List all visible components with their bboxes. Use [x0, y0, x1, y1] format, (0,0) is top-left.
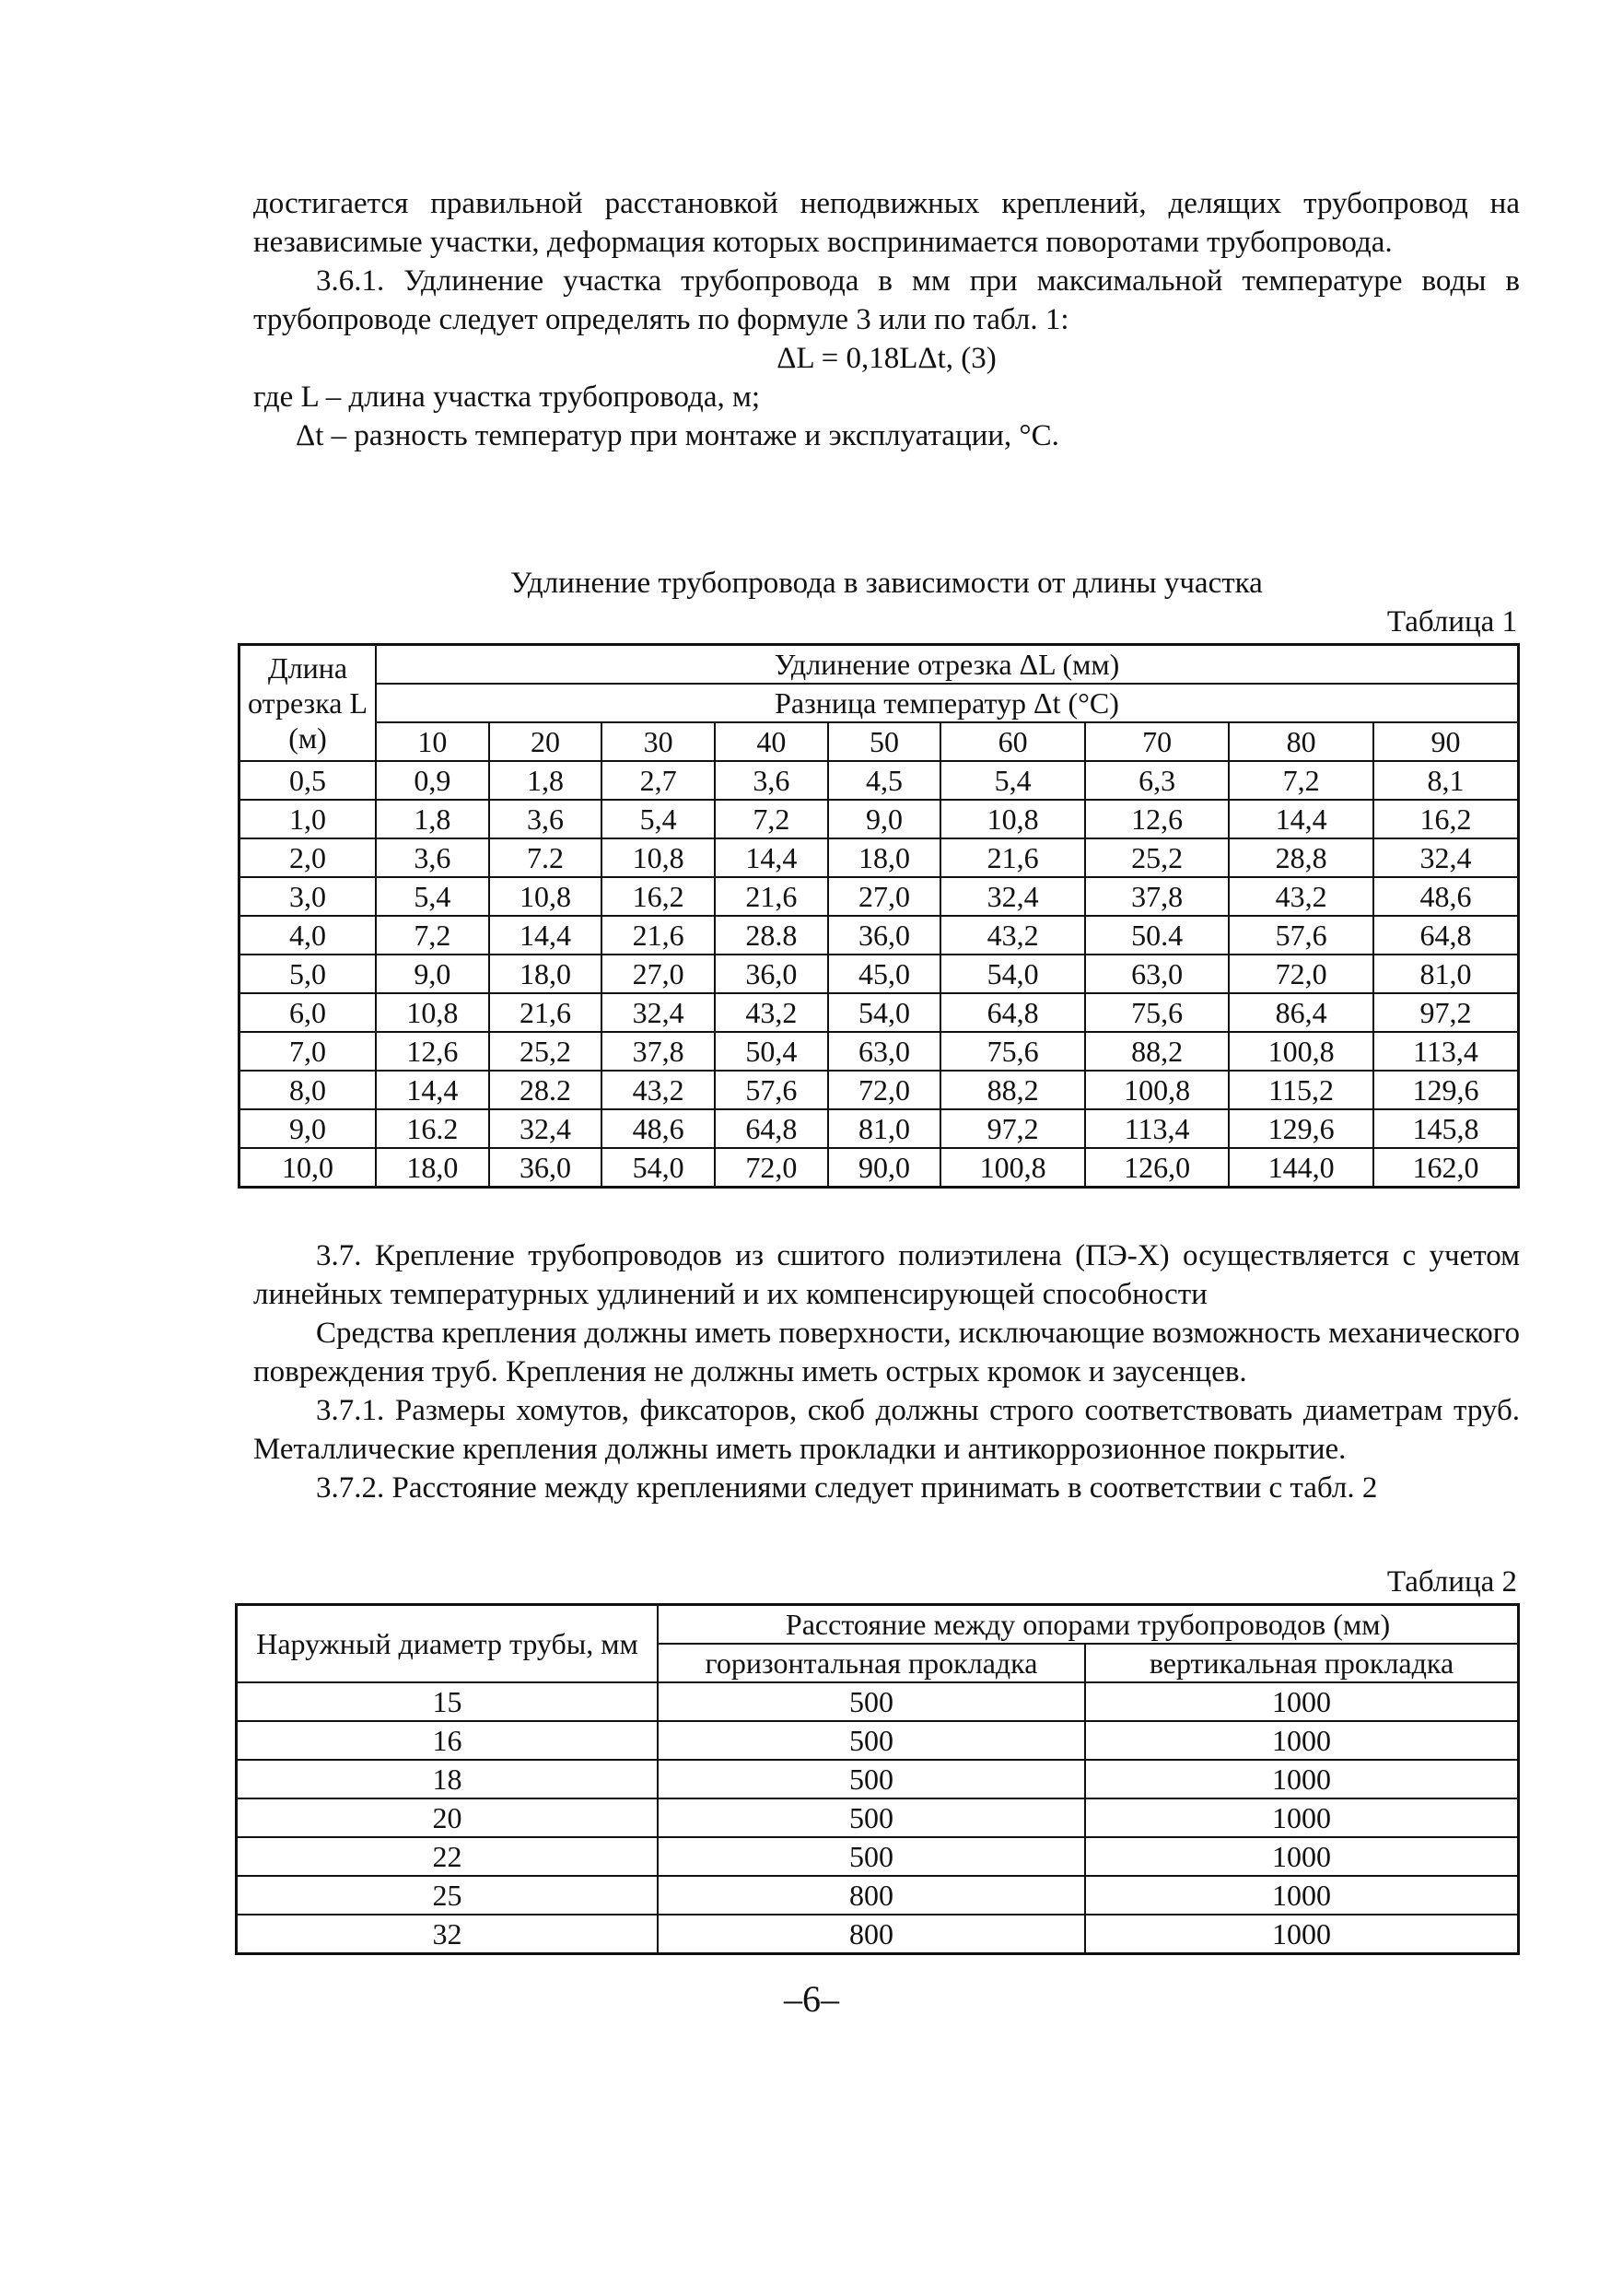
table1-value-cell: 28.8 [715, 916, 828, 955]
table1-value-cell: 5,4 [601, 800, 715, 838]
table1-temp-cell: 60 [940, 722, 1085, 761]
table-row [239, 761, 1519, 800]
table1-value-cell: 28.2 [489, 1071, 602, 1109]
table1-value-cell: 75,6 [940, 1032, 1085, 1071]
table1-length-cell: 4,0 [239, 916, 377, 955]
table1-value-cell: 2,7 [601, 761, 715, 800]
table1-length-cell: 3,0 [239, 877, 377, 916]
table1-value-cell: 48,6 [1373, 877, 1519, 916]
table1-value-cell: 90,0 [828, 1148, 941, 1188]
table1-value-cell: 12,6 [1085, 800, 1230, 838]
table1-value-cell: 72,0 [828, 1071, 941, 1109]
table2-vertical-cell: 1000 [1085, 1721, 1519, 1760]
table1-value-cell: 75,6 [1085, 993, 1230, 1032]
formula-3: ΔL = 0,18LΔt, (3) [776, 342, 997, 375]
table2-diameter-cell: 32 [237, 1915, 659, 1954]
table-row [237, 1682, 1519, 1721]
table2-vertical-cell: 1000 [1085, 1760, 1519, 1798]
table2-label: Таблица 2 [1386, 1565, 1517, 1599]
table1-value-cell: 18,0 [828, 838, 941, 877]
table1-value-cell: 8,1 [1373, 761, 1519, 800]
table1-value-cell: 43,2 [1229, 877, 1373, 916]
table1-value-cell: 72,0 [715, 1148, 828, 1188]
table2-horizontal-header: горизонтальная прокладка [658, 1644, 1085, 1682]
table1-length-cell: 5,0 [239, 955, 377, 993]
table1-value-cell: 144,0 [1229, 1148, 1373, 1188]
table1-value-cell: 32,4 [601, 993, 715, 1032]
table1-value-cell: 64,8 [715, 1109, 828, 1148]
table1-value-cell: 14,4 [489, 916, 602, 955]
table2-horizontal-cell: 500 [658, 1721, 1085, 1760]
table1-temps-row [239, 722, 1519, 761]
table1-value-cell: 16.2 [376, 1109, 489, 1148]
table1-value-cell: 7,2 [715, 800, 828, 838]
table1-temp-cell: 30 [601, 722, 715, 761]
table1-value-cell: 7.2 [489, 838, 602, 877]
table1-value-cell: 21,6 [715, 877, 828, 916]
table1-value-cell: 113,4 [1085, 1109, 1230, 1148]
table1-value-cell: 32,4 [489, 1109, 602, 1148]
table1-value-cell: 100,8 [1085, 1071, 1230, 1109]
table1-value-cell: 81,0 [828, 1109, 941, 1148]
table1-value-cell: 36,0 [828, 916, 941, 955]
table2-horizontal-cell: 800 [658, 1876, 1085, 1915]
table1-value-cell: 36,0 [715, 955, 828, 993]
table1-value-cell: 27,0 [601, 955, 715, 993]
table2-diameter-cell: 18 [237, 1760, 659, 1798]
table1-value-cell: 50,4 [715, 1032, 828, 1071]
table2-diameter-cell: 16 [237, 1721, 659, 1760]
table1-value-cell: 21,6 [489, 993, 602, 1032]
table1-value-cell: 7,2 [1229, 761, 1373, 800]
formula-where-l: где L – длина участка трубопровода, м; [253, 381, 761, 414]
table1-value-cell: 7,2 [376, 916, 489, 955]
table2-diameter-cell: 22 [237, 1837, 659, 1876]
table2-vertical-cell: 1000 [1085, 1798, 1519, 1837]
table-row [239, 1148, 1519, 1188]
table1-value-cell: 54,0 [601, 1148, 715, 1188]
table1-header-row-2 [239, 684, 1519, 722]
table1-value-cell: 18,0 [376, 1148, 489, 1188]
table1-value-cell: 100,8 [940, 1148, 1085, 1188]
table1-value-cell: 145,8 [1373, 1109, 1519, 1148]
table-row [239, 877, 1519, 916]
formula-where-dt: Δt – разность температур при монтаже и эксплуатации, °С. [296, 419, 1059, 452]
table-row [237, 1876, 1519, 1915]
table2-horizontal-cell: 800 [658, 1915, 1085, 1954]
table1-length-header: Длина отрезка L (м) [239, 645, 377, 762]
table2-vertical-cell: 1000 [1085, 1876, 1519, 1915]
intro-paragraph: достигается правильной расстановкой неподвижных креплений, делящих трубопровод на независимые участки, деформация которых воспринимается поворотами трубопровода. [253, 187, 1520, 259]
table-row [239, 916, 1519, 955]
table1-value-cell: 10,8 [489, 877, 602, 916]
table2-vertical-cell: 1000 [1085, 1915, 1519, 1954]
table2-horizontal-cell: 500 [658, 1682, 1085, 1721]
table1-elongation-header: Удлинение отрезка ΔL (мм) [376, 645, 1519, 685]
table1-value-cell: 86,4 [1229, 993, 1373, 1032]
table1-value-cell: 97,2 [940, 1109, 1085, 1148]
table1-value-cell: 3,6 [376, 838, 489, 877]
table-row [237, 1915, 1519, 1954]
paragraph-3-7-2: 3.7.2. Расстояние между креплениями следует принимать в соответствии с табл. 2 [316, 1471, 1378, 1505]
table-row [237, 1721, 1519, 1760]
table1-value-cell: 28,8 [1229, 838, 1373, 877]
table1-length-cell: 7,0 [239, 1032, 377, 1071]
table1-length-cell: 8,0 [239, 1071, 377, 1109]
table1-length-cell: 6,0 [239, 993, 377, 1032]
table1-value-cell: 14,4 [715, 838, 828, 877]
table1-value-cell: 37,8 [601, 1032, 715, 1071]
table1-value-cell: 43,2 [715, 993, 828, 1032]
table1-temp-cell: 10 [376, 722, 489, 761]
table1-value-cell: 32,4 [1373, 838, 1519, 877]
table1-value-cell: 88,2 [940, 1071, 1085, 1109]
paragraph-fastening-means: Средства крепления должны иметь поверхности, исключающие возможность механического повреждения труб. Крепления не должны иметь острых кромок и заусенцев. [253, 1317, 1520, 1388]
table1-value-cell: 126,0 [1085, 1148, 1230, 1188]
table1-value-cell: 3,6 [489, 800, 602, 838]
table1-value-cell: 97,2 [1373, 993, 1519, 1032]
table1-temp-cell: 50 [828, 722, 941, 761]
table1-value-cell: 9,0 [828, 800, 941, 838]
table1-value-cell: 21,6 [940, 838, 1085, 877]
table1-value-cell: 50.4 [1085, 916, 1230, 955]
table1-value-cell: 25,2 [489, 1032, 602, 1071]
table2-vertical-cell: 1000 [1085, 1837, 1519, 1876]
paragraph-3-7: 3.7. Крепление трубопроводов из сшитого полиэтилена (ПЭ-Х) осуществляется с учетом линейных температурных удлинений и их компенсирующей способности [253, 1239, 1520, 1311]
table-row [239, 1071, 1519, 1109]
table1-header-row-1 [239, 645, 1519, 685]
table1-length-cell: 10,0 [239, 1148, 377, 1188]
table-row [239, 1032, 1519, 1071]
table-row [237, 1760, 1519, 1798]
table1-value-cell: 12,6 [376, 1032, 489, 1071]
table1-length-cell: 9,0 [239, 1109, 377, 1148]
table2-diameter-cell: 25 [237, 1876, 659, 1915]
table-row [239, 1109, 1519, 1148]
page-number: –6– [784, 1978, 839, 2020]
table1-value-cell: 88,2 [1085, 1032, 1230, 1071]
table1-temp-cell: 70 [1085, 722, 1230, 761]
table1-value-cell: 100,8 [1229, 1032, 1373, 1071]
table1-value-cell: 14,4 [1229, 800, 1373, 838]
table1-value-cell: 14,4 [376, 1071, 489, 1109]
table1-value-cell: 5,4 [376, 877, 489, 916]
table2-diameter-cell: 15 [237, 1682, 659, 1721]
table1-value-cell: 5,4 [940, 761, 1085, 800]
table1-value-cell: 129,6 [1373, 1071, 1519, 1109]
table1-value-cell: 18,0 [489, 955, 602, 993]
table1-temp-cell: 20 [489, 722, 602, 761]
table1-body [239, 761, 1519, 1188]
table1-temp-cell: 90 [1373, 722, 1519, 761]
elongation-table [238, 643, 1520, 1189]
table2-horizontal-cell: 500 [658, 1837, 1085, 1876]
table1-value-cell: 32,4 [940, 877, 1085, 916]
table2-horizontal-cell: 500 [658, 1798, 1085, 1837]
table1-length-cell: 1,0 [239, 800, 377, 838]
table1-value-cell: 115,2 [1229, 1071, 1373, 1109]
table1-value-cell: 54,0 [828, 993, 941, 1032]
paragraph-3-7-1: 3.7.1. Размеры хомутов, фиксаторов, скоб должны строго соответствовать диаметрам труб. Металлические крепления должны иметь прокладки и антикоррозионное покрытие. [253, 1394, 1520, 1466]
table2-vertical-header: вертикальная прокладка [1085, 1644, 1519, 1682]
table1-value-cell: 36,0 [489, 1148, 602, 1188]
table2-diameter-cell: 20 [237, 1798, 659, 1837]
table-row [239, 800, 1519, 838]
table1-label: Таблица 1 [1386, 605, 1517, 638]
table2-horizontal-cell: 500 [658, 1760, 1085, 1798]
table1-value-cell: 113,4 [1373, 1032, 1519, 1071]
table1-value-cell: 3,6 [715, 761, 828, 800]
table1-value-cell: 64,8 [940, 993, 1085, 1032]
table1-value-cell: 25,2 [1085, 838, 1230, 877]
table1-value-cell: 57,6 [715, 1071, 828, 1109]
table1-value-cell: 57,6 [1229, 916, 1373, 955]
table1-value-cell: 10,8 [601, 838, 715, 877]
table1-value-cell: 63,0 [1085, 955, 1230, 993]
table1-value-cell: 10,8 [940, 800, 1085, 838]
table1-value-cell: 4,5 [828, 761, 941, 800]
table1-temp-header: Разница температур Δt (°С) [376, 684, 1519, 722]
table2-vertical-cell: 1000 [1085, 1682, 1519, 1721]
table1-value-cell: 64,8 [1373, 916, 1519, 955]
table1-value-cell: 48,6 [601, 1109, 715, 1148]
paragraph-3-6-1: 3.6.1. Удлинение участка трубопровода в мм при максимальной температуре воды в трубопроводе следует определять по формуле 3 или по табл. 1: [253, 264, 1520, 336]
table-row [239, 955, 1519, 993]
table1-value-cell: 1,8 [376, 800, 489, 838]
table1-value-cell: 129,6 [1229, 1109, 1373, 1148]
table1-value-cell: 43,2 [601, 1071, 715, 1109]
table1-value-cell: 16,2 [1373, 800, 1519, 838]
support-distance-table [235, 1603, 1520, 1955]
table2-diameter-header: Наружный диаметр трубы, мм [237, 1605, 659, 1683]
table1-value-cell: 6,3 [1085, 761, 1230, 800]
table1-caption: Удлинение трубопровода в зависимости от длины участка [510, 567, 1263, 600]
table1-value-cell: 1,8 [489, 761, 602, 800]
table1-temp-cell: 40 [715, 722, 828, 761]
section-3-7 [253, 1236, 1520, 1507]
table1-value-cell: 16,2 [601, 877, 715, 916]
table1-value-cell: 37,8 [1085, 877, 1230, 916]
table-row [239, 838, 1519, 877]
table1-value-cell: 43,2 [940, 916, 1085, 955]
table1-value-cell: 54,0 [940, 955, 1085, 993]
table1-value-cell: 45,0 [828, 955, 941, 993]
table1-value-cell: 10,8 [376, 993, 489, 1032]
table1-value-cell: 0,9 [376, 761, 489, 800]
table2-header-row-1 [237, 1605, 1519, 1645]
intro-section [253, 184, 1520, 455]
table-row [237, 1837, 1519, 1876]
table-row [239, 993, 1519, 1032]
table2-body [237, 1682, 1519, 1954]
table1-temp-cell: 80 [1229, 722, 1373, 761]
table1-length-cell: 0,5 [239, 761, 377, 800]
table1-value-cell: 81,0 [1373, 955, 1519, 993]
table1-value-cell: 9,0 [376, 955, 489, 993]
table1-value-cell: 162,0 [1373, 1148, 1519, 1188]
table1-value-cell: 72,0 [1229, 955, 1373, 993]
table1-length-cell: 2,0 [239, 838, 377, 877]
table1-value-cell: 27,0 [828, 877, 941, 916]
table2-distance-header: Расстояние между опорами трубопроводов (мм) [658, 1605, 1519, 1645]
table1-value-cell: 63,0 [828, 1032, 941, 1071]
table1-value-cell: 21,6 [601, 916, 715, 955]
table-row [237, 1798, 1519, 1837]
